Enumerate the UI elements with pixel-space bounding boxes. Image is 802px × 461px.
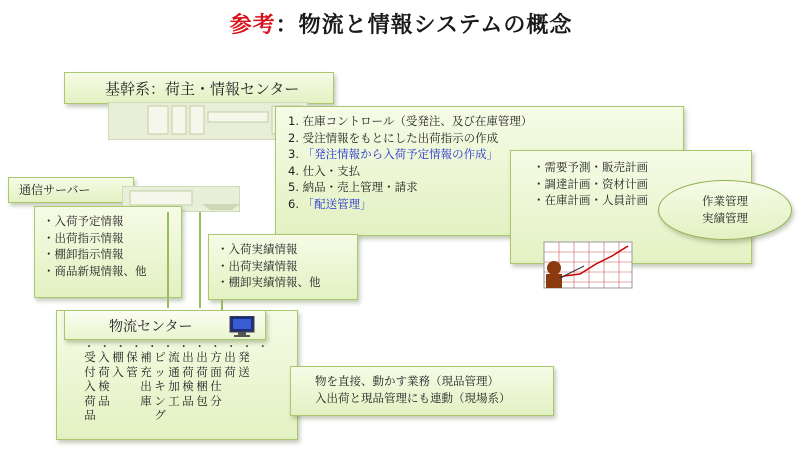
title-accent: 参考 [229, 13, 276, 38]
info-item: ・入荷実績情報 [217, 242, 298, 256]
planning-item: ・需要予測・販売計画 [533, 160, 648, 174]
server-to-center-list [43, 213, 147, 279]
info-item: ・棚卸指示情報 [43, 247, 124, 261]
info-item: ・出荷指示情報 [43, 230, 124, 245]
work-mgmt-item: 実績管理 [702, 210, 748, 225]
work-management-ellipse [658, 180, 792, 240]
planning-list [533, 159, 648, 209]
core-function-item: 6. 「配送管理」 [288, 196, 372, 211]
core-function-item: 1. 在庫コントロール（受発注、及び在庫管理） [288, 114, 533, 128]
operation-column: 受付入荷品 [84, 350, 96, 422]
info-item: ・入荷予定情報 [43, 214, 124, 228]
info-item: ・商品新規情報、他 [43, 263, 147, 278]
center-note: 入出荷と現品管理にも連動（現場系） [315, 390, 511, 405]
operation-column: 発送 [238, 350, 250, 379]
title-main: ：物流と情報システムの概念 [275, 13, 573, 38]
core-function-item: 2. 受注情報をもとにした出荷指示の作成 [288, 130, 499, 145]
planning-item: ・在庫計画・人員計画 [533, 193, 648, 207]
core-function-item: 4. 仕入・支払 [288, 163, 361, 178]
server-to-center-box [34, 206, 182, 298]
operation-dots: ・・・・・・・・・・・・ [84, 342, 274, 353]
core-function-item: 5. 納品・売上管理・請求 [288, 180, 418, 194]
operation-column: 入荷検品 [98, 350, 110, 408]
center-to-server-list [217, 241, 321, 291]
monitor-icon [228, 316, 256, 338]
operation-column: ピッキング [154, 350, 166, 422]
operation-column: 補充出庫 [140, 350, 152, 408]
planner-illustration [534, 240, 634, 292]
comm-server-label: 通信サーバー [19, 183, 91, 197]
operation-column: 方面仕分 [210, 350, 222, 408]
operation-column: 出荷梱包 [196, 350, 208, 408]
center-notes-box [290, 366, 554, 416]
core-system-label: 基幹系：荷主・情報センター [105, 80, 300, 98]
core-functions-list [288, 113, 532, 212]
comm-server-box [8, 177, 134, 203]
planning-item: ・調達計画・资材计画 [533, 176, 648, 191]
operation-column: 保管 [126, 350, 138, 379]
info-item: ・棚卸実績情報、他 [217, 275, 321, 289]
core-system-header [64, 72, 334, 104]
center-note: 物を直接、動かす業務（現品管理） [315, 374, 499, 388]
core-function-item: 3. 「発注情報から入荷予定情報の作成」 [288, 147, 499, 161]
operation-column: 出荷検品 [182, 350, 194, 408]
operation-column: 出荷 [224, 350, 236, 379]
work-mgmt-item: 作業管理 [702, 194, 748, 208]
logistics-center-label: 物流センター [109, 319, 193, 335]
center-to-server-box [208, 234, 358, 300]
operation-column: 棚入 [112, 350, 124, 379]
page-title [0, 8, 802, 39]
info-item: ・出荷実績情報 [217, 258, 298, 273]
operation-column: 流通加工 [168, 350, 180, 408]
